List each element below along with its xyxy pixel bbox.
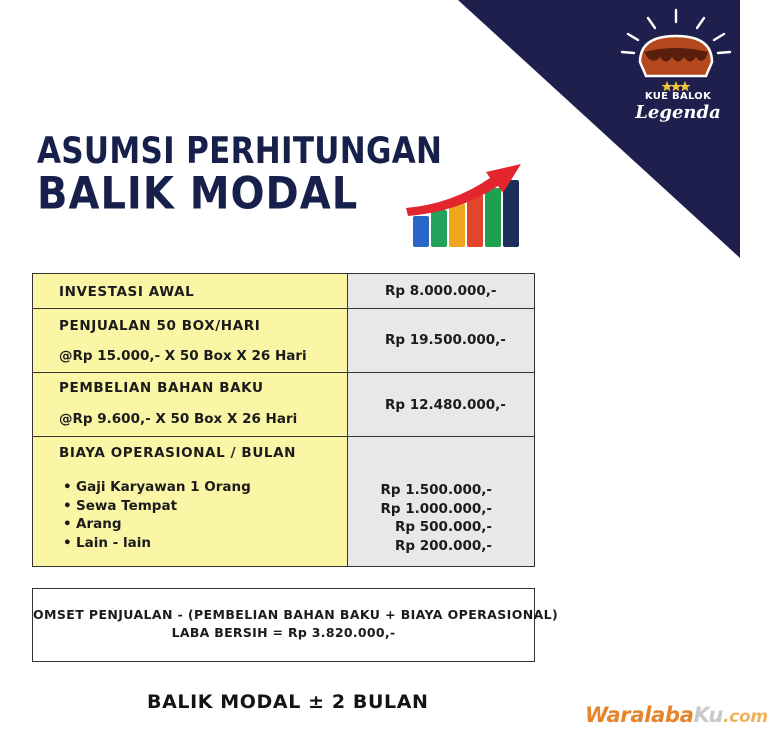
pembelian-label: PEMBELIAN BAHAN BAKU [59,380,264,396]
table-row-operasional: BIAYA OPERASIONAL / BULAN • Gaji Karyawan 1 Orang • Sewa Tempat • Arang • Lain - lain Rp 1.500.000,- Rp 1.000.000,- Rp 500.000,- Rp 200.000,- [33,437,534,566]
pembelian-amount: Rp 12.480.000,- [385,397,506,413]
watermark-part-3: .com [723,707,768,727]
table-row-investasi [33,274,534,309]
brand-name: KUE BALOK [644,91,712,102]
growth-bar-6 [503,180,519,247]
calculation-table [32,273,535,567]
growth-bar-1 [413,216,429,247]
summary-box [32,588,559,662]
pembelian-detail: @Rp 9.600,- X 50 Box X 26 Hari [59,411,298,427]
growth-bar-4 [467,194,483,247]
table-row-penjualan [33,309,534,373]
operasional-amount: Rp 500.000,- [395,519,492,535]
operasional-amount: Rp 1.000.000,- [380,500,492,517]
operasional-amounts [380,479,492,553]
growth-bar-5 [485,188,501,247]
operasional-label: BIAYA OPERASIONAL / BULAN [59,445,297,461]
summary-result: LABA BERSIH = Rp 3.820.000,- [171,625,396,640]
summary-formula: OMSET PENJUALAN - (PEMBELIAN BAHAN BAKU + BIAYA OPERASIONAL) [33,607,559,622]
penjualan-detail: @Rp 15.000,- X 50 Box X 26 Hari [59,348,307,364]
investasi-label: INVESTASI AWAL [59,284,195,300]
penjualan-amount: Rp 19.500.000,- [385,332,506,348]
penjualan-label: PENJUALAN 50 BOX/HARI [59,318,261,334]
growth-bar-3 [449,203,465,247]
operasional-amount: Rp 200.000,- [395,537,492,554]
table-row-pembelian [33,373,534,437]
investasi-amount: Rp 8.000.000,- [385,283,497,299]
page-title-line-2: BALIK MODAL [37,168,359,220]
brand-subname: Legenda [635,102,721,123]
watermark-part-1: Waralaba [585,703,694,727]
balik-modal-text: BALIK MODAL ± 2 BULAN [147,691,429,713]
watermark [585,703,768,727]
growth-chart-icon [402,160,527,252]
watermark-part-2: Ku [693,703,724,727]
growth-bar-2 [431,210,447,247]
cake-drip-icon [644,48,708,62]
page-title-line-1: ASUMSI PERHITUNGAN [37,130,443,173]
operasional-amount: Rp 1.500.000,- [380,482,492,498]
